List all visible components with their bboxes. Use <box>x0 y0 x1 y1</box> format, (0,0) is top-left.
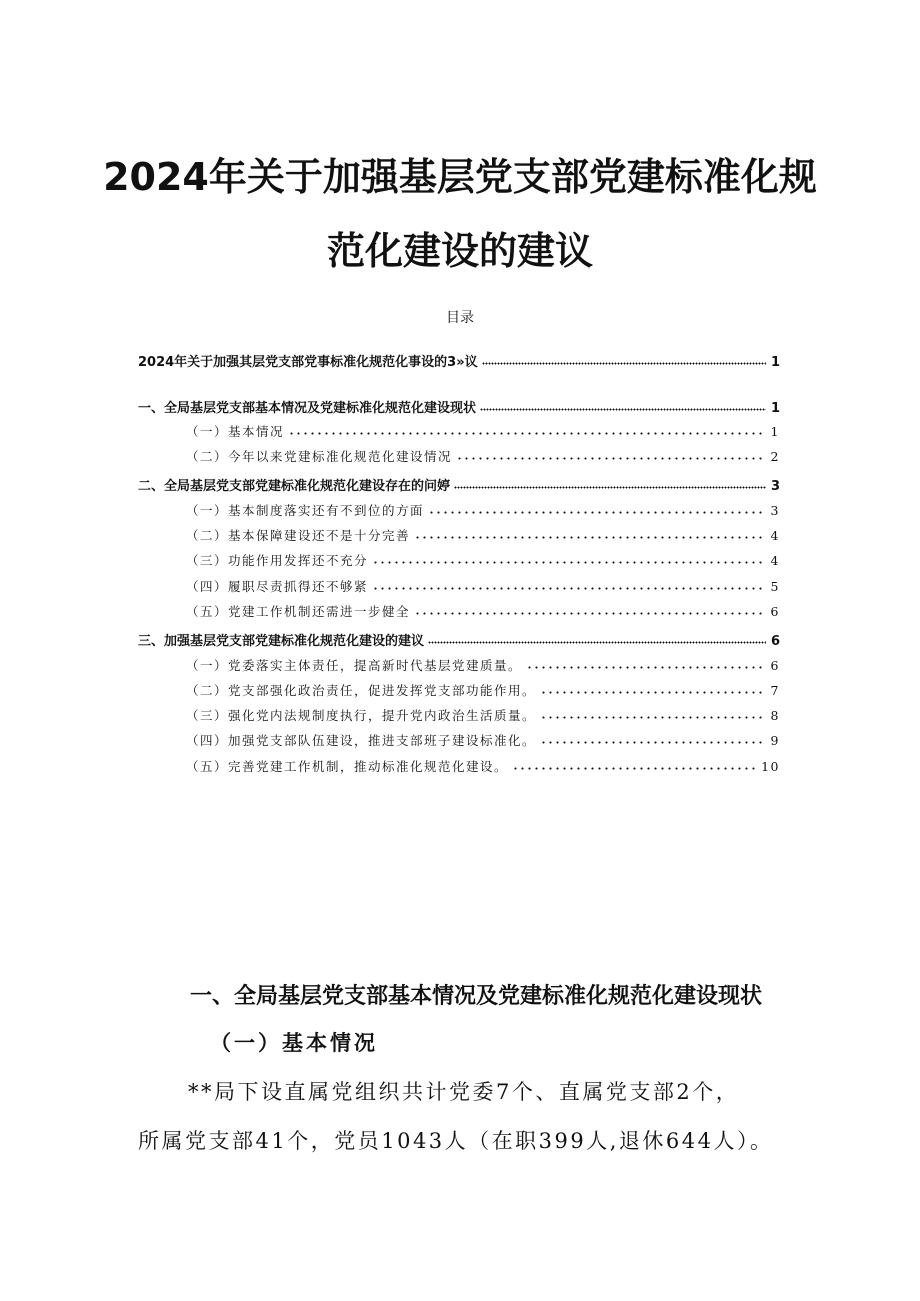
toc-entry-title: （三）强化党内法规制度执行，提升党内政治生活质量。 <box>186 708 537 723</box>
toc-entry-title: 二、全局基层党支部党建标准化规范化建设存在的问婷 <box>138 479 451 494</box>
toc-dot-leader <box>372 577 766 591</box>
toc-entry-page-number: 4 <box>770 528 780 543</box>
toc-entry-page-number: 10 <box>761 759 780 774</box>
toc-dot-leader <box>540 681 766 695</box>
toc-entry[interactable] <box>186 757 780 777</box>
toc-entry-title: （一）党委落实主体责任，提高新时代基层党建质量。 <box>186 658 523 673</box>
toc-dot-leader <box>540 731 766 745</box>
toc-entry-title: （二）基本保障建设还不是十分完善 <box>186 528 411 543</box>
toc-entry[interactable] <box>186 731 780 751</box>
toc-entry[interactable] <box>186 656 780 676</box>
toc-dot-leader <box>454 476 766 490</box>
toc-dot-leader <box>512 757 757 771</box>
toc-entry-title: （一）基本情况 <box>186 424 285 439</box>
toc-dot-leader <box>414 602 766 616</box>
toc-entry-title: 三、加强基层党支部党建标准化规范化建设的建议 <box>138 634 425 649</box>
toc-entry-page-number: 1 <box>770 401 780 416</box>
toc-entry[interactable] <box>186 526 780 546</box>
document-title-line-1: 2024年关于加强基层党支部党建标准化规 <box>103 155 817 199</box>
document-title-line-2: 范化建设的建议 <box>326 229 593 273</box>
toc-entry[interactable] <box>186 706 780 726</box>
toc-entry-page-number: 6 <box>770 658 780 673</box>
toc-dot-leader <box>414 526 766 540</box>
toc-entry-page-number: 2 <box>770 449 780 464</box>
toc-entry[interactable] <box>186 551 780 571</box>
toc-dot-leader <box>288 422 766 436</box>
toc-entry-page-number: 7 <box>770 683 780 698</box>
toc-entry[interactable] <box>186 422 780 442</box>
toc-entry-page-number: 8 <box>770 708 780 723</box>
toc-entry[interactable] <box>186 577 780 597</box>
toc-dot-leader <box>428 501 766 515</box>
toc-entry-page-number: 1 <box>770 424 780 439</box>
toc-entry-title: 2024年关于加强其层党支部党事标准化规范化事设的3»议 <box>138 355 478 370</box>
toc-entry[interactable] <box>138 397 780 417</box>
toc-entry-title: （三）功能作用发挥还不充分 <box>186 553 369 568</box>
toc-entry[interactable] <box>186 447 780 467</box>
toc-entry[interactable] <box>138 475 780 495</box>
toc-entry[interactable] <box>186 681 780 701</box>
sub-heading: （一）基本情况 <box>210 1030 378 1055</box>
toc-entry[interactable] <box>186 602 780 622</box>
toc-entry-title: （四）履职尽责抓得还不够紧 <box>186 579 369 594</box>
toc-dot-leader <box>456 447 766 461</box>
toc-entry-page-number: 6 <box>770 604 780 619</box>
toc-heading: 目录 <box>446 310 474 326</box>
toc-entry[interactable] <box>138 630 780 650</box>
toc-entry-title: （四）加强党支部队伍建设，推进支部班子建设标准化。 <box>186 733 537 748</box>
toc-entry-title: （二）今年以来党建标准化规范化建设情况 <box>186 449 453 464</box>
section-heading: 一、全局基层党支部基本情况及党建标准化规范化建设现状 <box>190 984 763 1009</box>
toc-entry-page-number: 4 <box>770 553 780 568</box>
toc-entry-title: 一、全局基层党支部基本情况及党建标准化规范化建设现状 <box>138 401 477 416</box>
toc-entry-title: （二）党支部强化政治责任，促进发挥党支部功能作用。 <box>186 683 537 698</box>
toc-dot-leader <box>372 551 766 565</box>
toc-entry-page-number: 3 <box>770 503 780 518</box>
toc-dot-leader <box>428 631 766 645</box>
body-paragraph-line-1: **局下设直属党组织共计党委7个、直属党支部2个， <box>188 1080 740 1104</box>
body-paragraph-line-2: 所属党支部41个，党员1043人（在职399人,退休644人）。 <box>138 1129 774 1153</box>
toc-entry-page-number: 5 <box>770 579 780 594</box>
toc-dot-leader <box>526 656 766 670</box>
toc-entry-title: （五）完善党建工作机制，推动标准化规范化建设。 <box>186 759 509 774</box>
toc-dot-leader <box>540 706 766 720</box>
toc-dot-leader <box>480 398 766 412</box>
toc-entry-page-number: 6 <box>770 634 780 649</box>
toc-entry[interactable] <box>186 501 780 521</box>
toc-entry-title: （五）党建工作机制还需进一步健全 <box>186 604 411 619</box>
toc-entry-page-number: 9 <box>770 733 780 748</box>
toc-entry-title: （一）基本制度落实还有不到位的方面 <box>186 503 425 518</box>
toc-entry-page-number: 3 <box>770 479 780 494</box>
toc-dot-leader <box>482 352 766 366</box>
toc-entry[interactable] <box>138 351 780 371</box>
toc-entry-page-number: 1 <box>770 355 780 370</box>
